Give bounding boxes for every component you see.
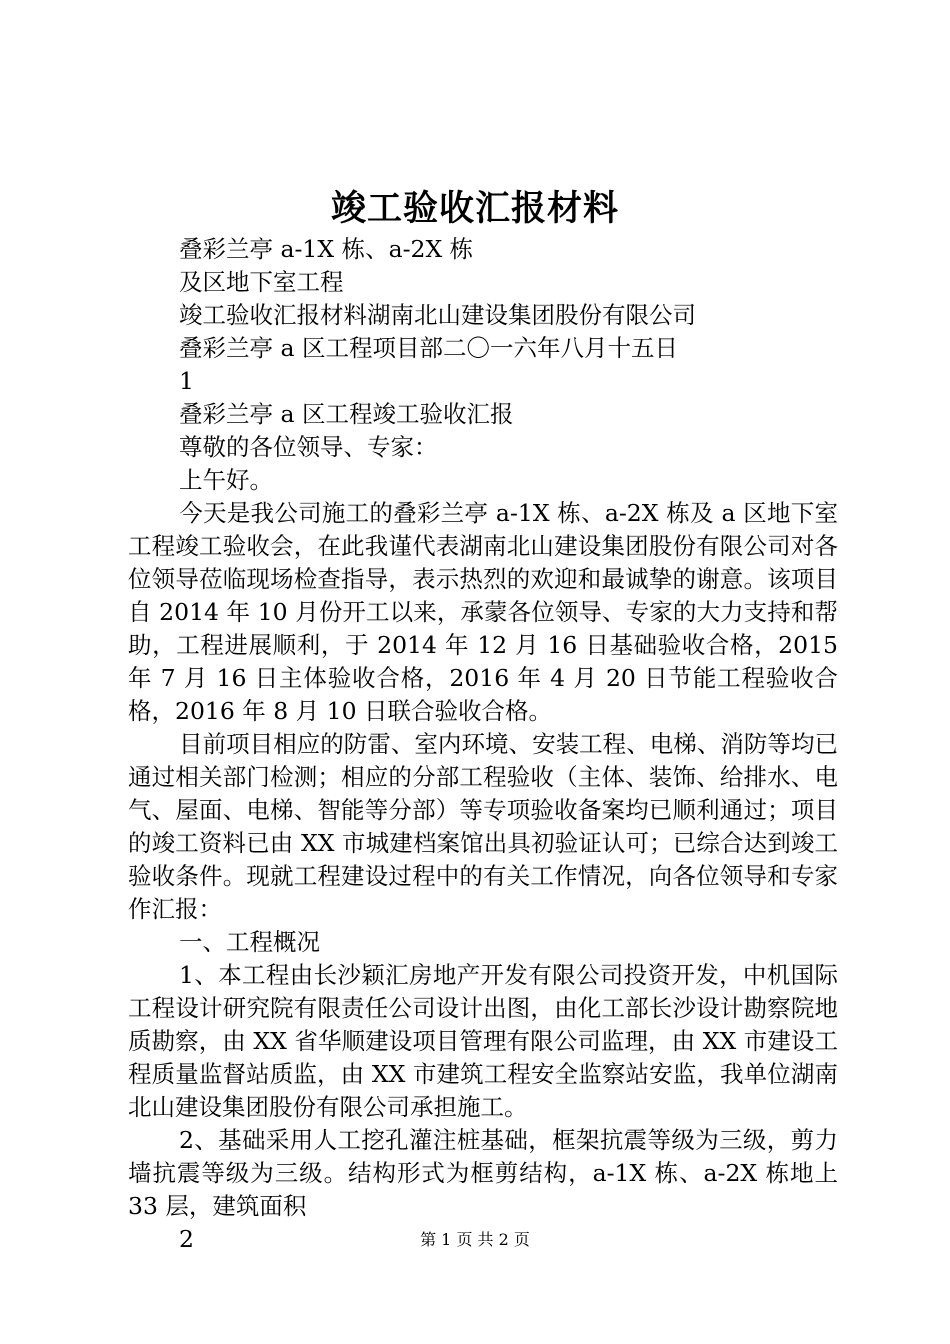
paragraph-structure: 2、基础采用人工挖孔灌注桩基础，框架抗震等级为三级，剪力墙抗震等级为三级。结构形式为框剪结构，a-1X 栋、a-2X 栋地上 33 层，建筑面积 [128,1126,838,1220]
paragraph-inspections: 目前项目相应的防雷、室内环境、安装工程、电梯、消防等均已通过相关部门检测；相应的分部工程验收（主体、装饰、给排水、电气、屋面、电梯、智能等分部）等专项验收备案均已顺利通过；项目的竣工资料已由 XX 市城建档案馆出具初验证认可；已综合达到竣工验收条件。现就工程建设过程中的有关工作情况，向各位领导和专家作汇报： [128,730,838,923]
report-heading: 叠彩兰亭 a 区工程竣工验收汇报 [179,400,514,428]
paragraph-intro: 今天是我公司施工的叠彩兰亭 a-1X 栋、a-2X 栋及 a 区地下室工程竣工验收会，在此我谨代表湖南北山建设集团股份有限公司对各位领导莅临现场检查指导，表示热烈的欢迎和最诚挚的谢意。该项目自 2014 年 10 月份开工以来，承蒙各位领导、专家的大力支持和帮助，工程进展顺利，于 2014 年 12 月 16 日基础验收合格，2015 年 7 月 16 日主体验收合格，2016 年 4 月 20 日节能工程验收合格，2016 年 8 月 10 日联合验收合格。 [128,499,838,725]
greeting: 上午好。 [179,466,273,494]
cover-line-date: 叠彩兰亭 a 区工程项目部二〇一六年八月十五日 [179,334,678,362]
page-marker: 1 [179,367,194,395]
page-footer: 第 1 页 共 2 页 [420,1230,530,1249]
page-marker-2: 2 [179,1225,194,1253]
cover-line-project: 叠彩兰亭 a-1X 栋、a-2X 栋 [179,235,474,263]
salutation: 尊敬的各位领导、专家： [179,433,438,461]
cover-line-company: 竣工验收汇报材料湖南北山建设集团股份有限公司 [179,301,696,329]
cover-line-scope: 及区地下室工程 [179,268,344,296]
section-heading-overview: 一、工程概况 [179,928,320,956]
document-body [128,233,838,1256]
document-title: 竣工验收汇报材料 [330,188,619,229]
paragraph-parties: 1、本工程由长沙颖汇房地产开发有限公司投资开发，中机国际工程设计研究院有限责任公司设计出图，由化工部长沙设计勘察院地质勘察，由 XX 省华顺建设项目管理有限公司监理，由 XX 市建设工程质量监督站质监，由 XX 市建筑工程安全监察站安监，我单位湖南北山建设集团股份有限公司承担施工。 [128,961,838,1121]
